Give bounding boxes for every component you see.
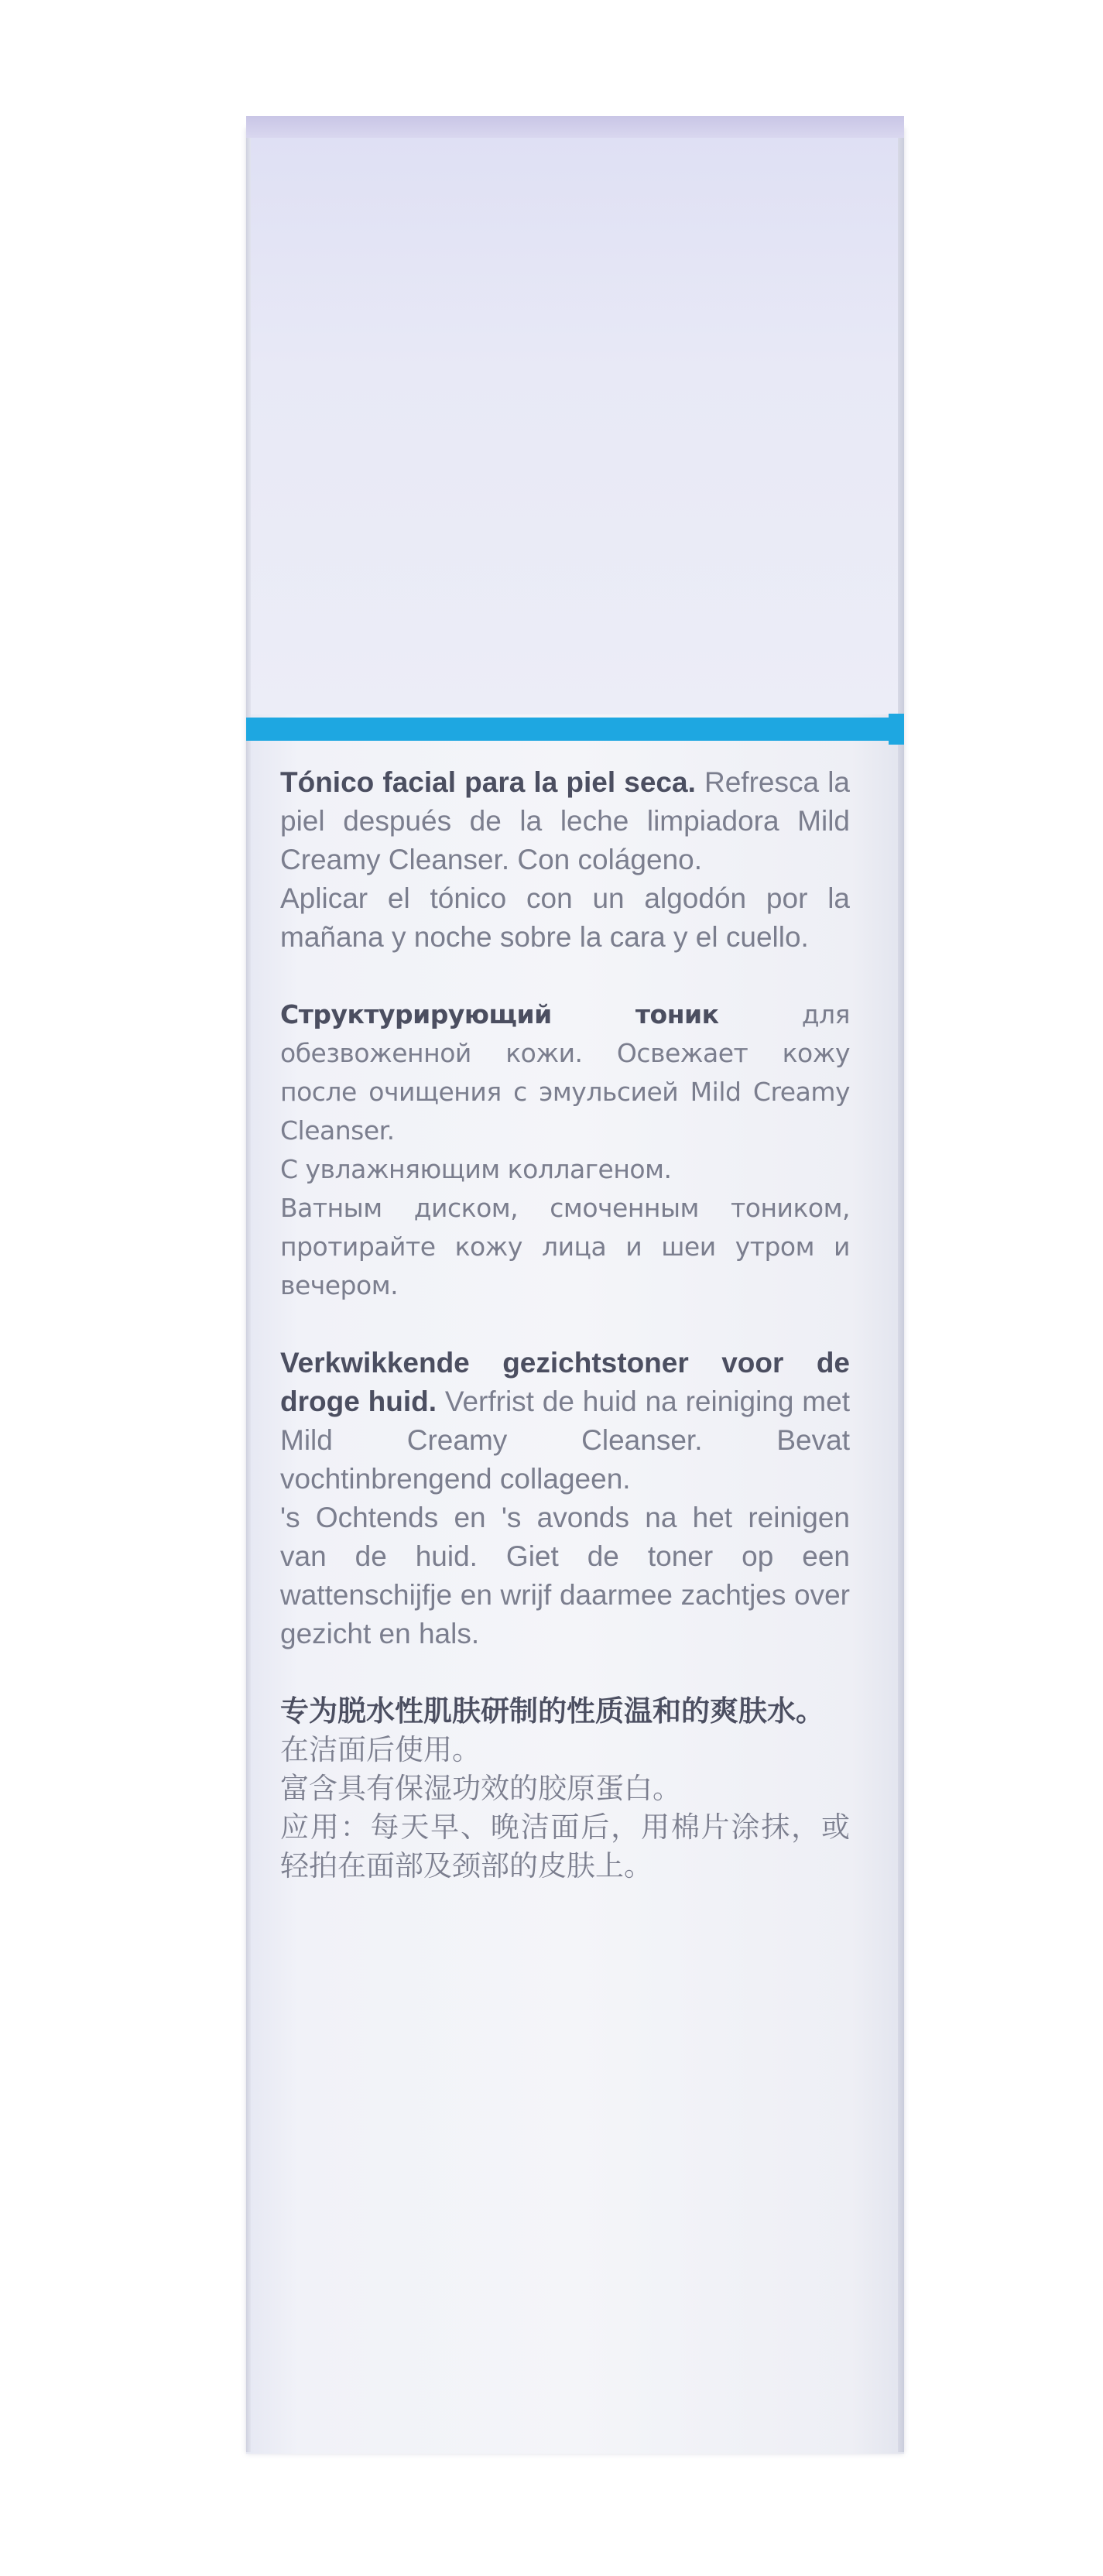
chinese-usage: 应用：每天早、晚洁面后，用棉片涂抹，或轻拍在面部及颈部的皮肤上。 xyxy=(280,1810,850,1882)
section-russian xyxy=(280,995,850,1305)
spanish-description xyxy=(280,763,850,879)
box-left-edge xyxy=(246,138,251,2452)
box-top-lip xyxy=(246,116,904,138)
chinese-line2: 在洁面后使用。 xyxy=(280,1733,481,1766)
chinese-line3: 富含具有保湿功效的胶原蛋白。 xyxy=(280,1772,681,1805)
dutch-description xyxy=(280,1344,850,1499)
box-right-edge xyxy=(898,138,904,2452)
spanish-usage: Aplicar el tónico con un algodón por la mañana y noche sobre la cara y el cuello. xyxy=(280,882,850,953)
section-chinese xyxy=(280,1692,850,1886)
dutch-title: Verkwikkende gezichtstoner voor de droge huid. xyxy=(280,1347,850,1417)
russian-title: Структурирующий тоник xyxy=(280,999,719,1029)
russian-usage: Ватным диском, смоченным тоником, протирайте кожу лица и шеи утром и вечером. xyxy=(280,1193,850,1300)
blue-stripe xyxy=(246,718,904,741)
chinese-title: 专为脱水性肌肤研制的性质温和的爽肤水。 xyxy=(280,1694,824,1728)
box-top-face xyxy=(246,138,904,714)
spanish-body: Refresca la piel después de la leche limpiadora Mild Creamy Cleanser. Con colágeno. xyxy=(280,766,850,875)
russian-line2: С увлажняющим коллагеном. xyxy=(280,1154,672,1184)
russian-description xyxy=(280,995,850,1150)
spanish-title: Tónico facial para la piel seca. xyxy=(280,766,696,798)
russian-body: для обезвоженной кожи. Освежает кожу после очищения с эмульсией Mild Creamy Cleanser. xyxy=(280,999,850,1146)
section-spanish xyxy=(280,763,850,957)
section-dutch xyxy=(280,1344,850,1653)
blue-stripe-end xyxy=(889,714,904,745)
dutch-body: Verfrist de huid na reiniging met Mild Creamy Cleanser. Bevat vochtinbrengend collageen. xyxy=(280,1386,850,1495)
label-text xyxy=(280,763,850,1924)
dutch-usage: 's Ochtends en 's avonds na het reinigen van de huid. Giet de toner op een wattenschijfje en wrijf daarmee zachtjes over gezicht en hals. xyxy=(280,1502,850,1649)
